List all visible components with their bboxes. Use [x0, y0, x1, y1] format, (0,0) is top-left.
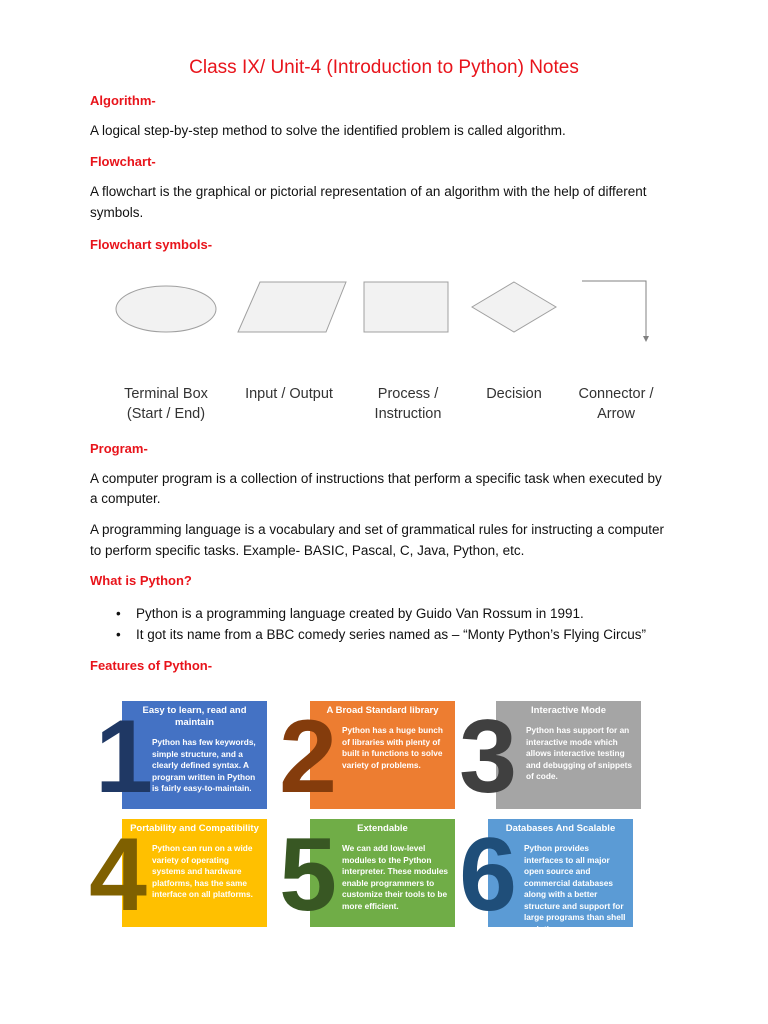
heading-flowchart: Flowchart- [90, 154, 156, 169]
label-terminal-box: Terminal Box (Start / End) [124, 386, 208, 422]
feature-card-3 [459, 699, 642, 815]
heading-features: Features of Python- [90, 658, 213, 673]
heading-algorithm: Algorithm- [90, 93, 156, 108]
feature-desc: Python provides interfaces to all major open source and commercial databases along with a better structure and support for large programs than shell scripting. [524, 843, 626, 934]
label-connector: Connector / Arrow [578, 386, 654, 422]
feature-desc: Python has few keywords, simple structure, and a clearly defined syntax. A program written in Python is fairly easy-to-maintain. [152, 737, 256, 793]
feature-card-4 [89, 817, 272, 933]
program-text1-line1: A computer program is a collection of instructions that perform a specific task when executed by [90, 471, 662, 486]
process-shape [364, 282, 448, 332]
feature-number: 5 [279, 817, 337, 933]
feature-card-1 [95, 699, 278, 815]
feature-desc: Python can run on a wide variety of operating systems and hardware platforms, has the same interface on all platforms. [152, 843, 253, 899]
feature-desc: Python has a huge bunch of libraries with plenty of built in functions to solve variety of problems. [342, 725, 443, 770]
list-item: • Python is a programming language created by Guido Van Rossum in 1991. [116, 603, 646, 624]
feature-number: 1 [95, 699, 153, 815]
label-input-output: Input / Output [245, 386, 333, 402]
feature-number: 6 [459, 817, 517, 933]
feature-card-2 [279, 699, 462, 815]
bullet-icon: • [116, 627, 121, 642]
flowchart-symbols-figure [100, 270, 680, 360]
heading-what-is-python: What is Python? [90, 573, 192, 588]
feature-number: 2 [279, 699, 337, 815]
label-decision: Decision [486, 386, 542, 402]
feature-title: Easy to learn, read and maintain [142, 705, 247, 728]
feature-title: Interactive Mode [531, 705, 606, 716]
feature-title: Databases And Scalable [505, 823, 616, 834]
heading-program: Program- [90, 441, 148, 456]
list-item: • It got its name from a BBC comedy series named as – “Monty Python’s Flying Circus” [116, 624, 646, 645]
python-bullet-list [116, 603, 646, 645]
feature-desc: We can add low-level modules to the Python interpreter. These modules enable programmers to customize their tools to be more efficient. [342, 843, 449, 911]
terminal-box-shape [116, 286, 216, 332]
flowchart-text-line2: symbols. [90, 205, 144, 220]
feature-title: Extendable [357, 823, 408, 834]
decision-shape [472, 282, 556, 332]
flowchart-text-line1: A flowchart is the graphical or pictorial representation of an algorithm with the help of different [90, 184, 647, 199]
input-output-shape [238, 282, 346, 332]
feature-title: Portability and Compatibility [130, 823, 259, 834]
feature-card-5 [279, 817, 462, 933]
feature-number: 3 [459, 699, 517, 815]
feature-card-6 [459, 817, 642, 934]
program-text2-line2: to perform specific tasks. Example- BASIC, Pascal, C, Java, Python, etc. [90, 543, 525, 558]
feature-desc: Python has support for an interactive mode which allows interactive testing and debugging of snippets of code. [526, 725, 633, 781]
feature-number: 4 [89, 817, 147, 933]
connector-arrow-shape [582, 281, 646, 338]
feature-title: A Broad Standard library [326, 705, 439, 716]
heading-flowchart-symbols: Flowchart symbols- [90, 237, 213, 252]
bullet-icon: • [116, 606, 121, 621]
program-text2-line1: A programming language is a vocabulary and set of grammatical rules for instructing a computer [90, 522, 665, 537]
program-text1-line2: a computer. [90, 491, 161, 506]
algorithm-text: A logical step-by-step method to solve the identified problem is called algorithm. [90, 123, 566, 138]
page-title: Class IX/ Unit-4 (Introduction to Python) Notes [189, 57, 579, 78]
arrow-head [643, 336, 649, 342]
label-process: Process / Instruction [374, 386, 442, 422]
